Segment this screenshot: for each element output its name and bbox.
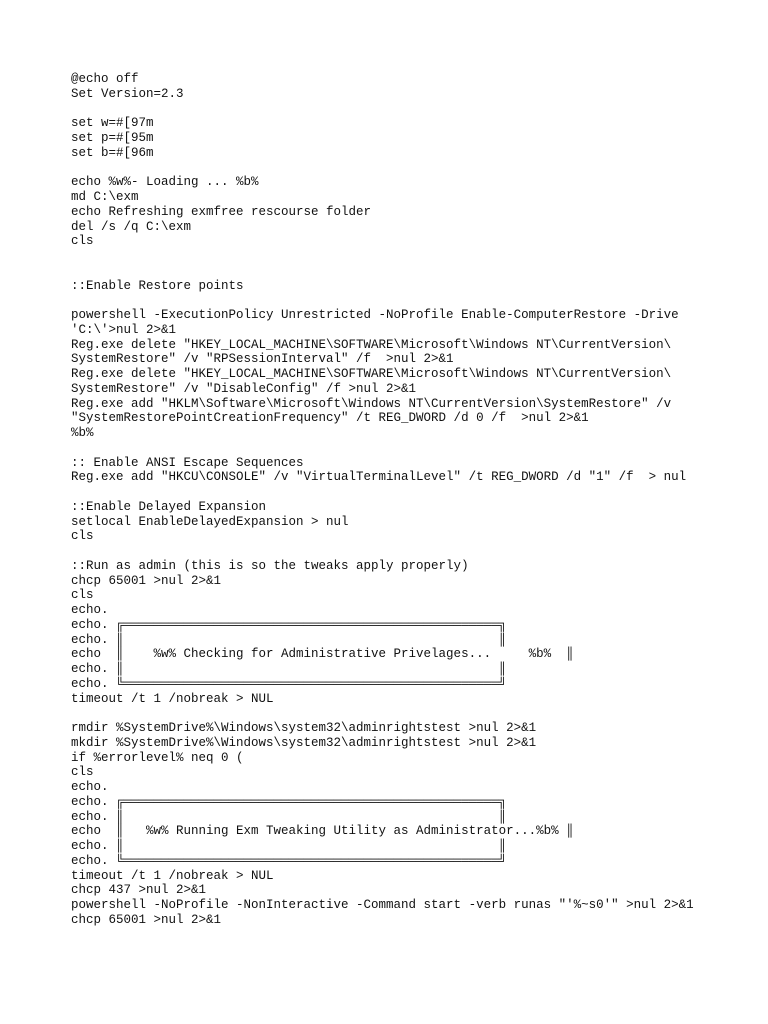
script-line: cls: [71, 234, 94, 249]
script-line: %b%: [71, 426, 94, 440]
script-line: echo. ║ ║: [71, 632, 507, 647]
script-line: SystemRestore" /v "RPSessionInterval" /f >nul 2>&1: [71, 352, 454, 367]
batch-script-text: [71, 72, 751, 928]
script-line: Set Version=2.3: [71, 86, 184, 101]
script-line: [71, 264, 751, 279]
script-line: set b=#[96m: [71, 145, 154, 160]
script-line: set p=#[95m: [71, 131, 154, 145]
script-line: @echo off: [71, 72, 139, 86]
script-line: echo. ╚══════════════════════════════════════════════════╝: [71, 676, 507, 691]
script-line: chcp 65001 >nul 2>&1: [71, 912, 222, 927]
script-line: setlocal EnableDelayedExpansion > nul: [71, 514, 349, 529]
script-line: echo. ╚══════════════════════════════════════════════════╝: [71, 853, 507, 868]
script-line: :: Enable ANSI Escape Sequences: [71, 455, 304, 470]
script-line: [71, 544, 751, 559]
script-line: [71, 485, 751, 500]
script-line: powershell -NoProfile -NonInteractive -Command start -verb runas "'%~s0'" >nul 2>&1: [71, 898, 694, 912]
script-line: md C:\exm: [71, 190, 139, 204]
script-line: echo. ║ ║: [71, 839, 507, 853]
script-line: ::Run as admin (this is so the tweaks apply properly): [71, 558, 469, 573]
script-line: set w=#[97m: [71, 116, 154, 131]
script-line: echo. ║ ║: [71, 809, 507, 824]
script-line: echo. ╔══════════════════════════════════════════════════╗: [71, 794, 507, 809]
script-line: echo ║ %w% Running Exm Tweaking Utility as Administrator...%b% ║: [71, 824, 574, 839]
script-line: 'C:\'>nul 2>&1: [71, 322, 177, 337]
script-line: Reg.exe delete "HKEY_LOCAL_MACHINE\SOFTWARE\Microsoft\Windows NT\CurrentVersion\: [71, 367, 672, 381]
script-line: rmdir %SystemDrive%\Windows\system32\adminrightstest >nul 2>&1: [71, 721, 537, 735]
script-line: Reg.exe delete "HKEY_LOCAL_MACHINE\SOFTWARE\Microsoft\Windows NT\CurrentVersion\: [71, 337, 672, 352]
script-line: echo. ╔══════════════════════════════════════════════════╗: [71, 617, 507, 632]
script-line: [71, 102, 751, 117]
script-line: echo ║ %w% Checking for Administrative Privelages... %b% ║: [71, 647, 574, 662]
script-line: cls: [71, 529, 94, 544]
script-line: echo.: [71, 780, 109, 794]
script-line: SystemRestore" /v "DisableConfig" /f >nul 2>&1: [71, 381, 417, 396]
script-line: powershell -ExecutionPolicy Unrestricted -NoProfile Enable-ComputerRestore -Drive: [71, 308, 679, 322]
script-line: [71, 706, 751, 721]
script-line: [71, 161, 751, 176]
script-line: echo.: [71, 603, 109, 617]
script-line: timeout /t 1 /nobreak > NUL: [71, 868, 274, 883]
script-line: "SystemRestorePointCreationFrequency" /t REG_DWORD /d 0 /f >nul 2>&1: [71, 411, 589, 426]
script-line: [71, 249, 751, 264]
script-line: echo %w%- Loading ... %b%: [71, 175, 259, 190]
script-line: [71, 441, 751, 456]
script-line: cls: [71, 588, 94, 603]
script-line: del /s /q C:\exm: [71, 219, 192, 234]
script-line: chcp 65001 >nul 2>&1: [71, 573, 222, 588]
script-line: echo Refreshing exmfree rescourse folder: [71, 204, 372, 219]
script-line: ::Enable Delayed Expansion: [71, 499, 267, 514]
script-line: echo. ║ ║: [71, 662, 507, 676]
script-line: ::Enable Restore points: [71, 278, 244, 293]
script-line: [71, 293, 751, 308]
script-line: chcp 437 >nul 2>&1: [71, 883, 207, 898]
script-line: mkdir %SystemDrive%\Windows\system32\adminrightstest >nul 2>&1: [71, 735, 537, 750]
script-line: timeout /t 1 /nobreak > NUL: [71, 691, 274, 706]
script-line: if %errorlevel% neq 0 (: [71, 750, 244, 765]
script-line: cls: [71, 765, 94, 780]
script-line: Reg.exe add "HKLM\Software\Microsoft\Windows NT\CurrentVersion\SystemRestore" /v: [71, 396, 672, 411]
script-line: Reg.exe add "HKCU\CONSOLE" /v "VirtualTerminalLevel" /t REG_DWORD /d "1" /f > nul: [71, 470, 687, 485]
